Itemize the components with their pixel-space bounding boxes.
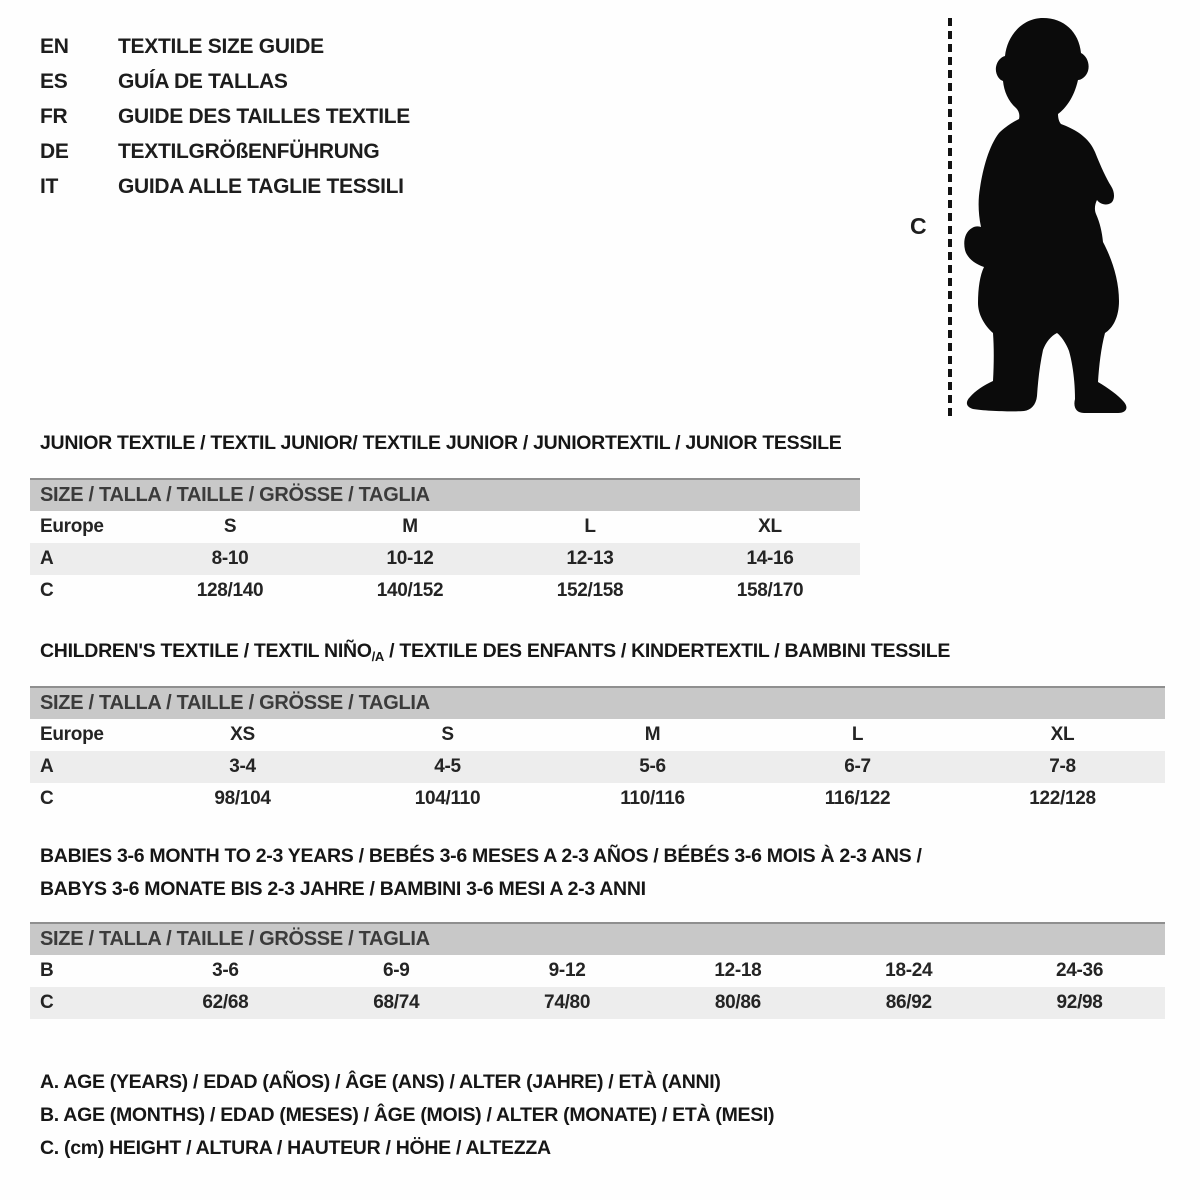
language-code-it: IT [40, 174, 59, 198]
language-title-es: GUÍA DE TALLAS [118, 69, 288, 93]
height-cell: 98/104 [214, 788, 271, 809]
height-cell: 128/140 [196, 580, 264, 601]
row-label: C [40, 580, 54, 601]
size-cell: M [402, 516, 418, 537]
height-cell: 152/158 [556, 580, 624, 601]
height-cell: 74/80 [544, 992, 591, 1013]
table-row [30, 783, 1165, 815]
language-code-en: EN [40, 34, 69, 58]
age-months-cell: 24-36 [1056, 960, 1104, 981]
age-cell: 12-13 [566, 548, 614, 569]
language-row-es [40, 64, 410, 99]
age-months-cell: 3-6 [212, 960, 239, 981]
row-label: A [40, 548, 54, 569]
height-cell: 92/98 [1056, 992, 1103, 1013]
language-title-de: TEXTILGRÖßENFÜHRUNG [118, 139, 380, 163]
legend-line-c: C. (cm) HEIGHT / ALTURA / HAUTEUR / HÖHE / ALTEZZA [40, 1137, 551, 1159]
measurement-legend [40, 1066, 774, 1165]
age-cell: 8-10 [211, 548, 249, 569]
height-cell: 122/128 [1029, 788, 1096, 809]
row-label: C [40, 992, 54, 1013]
size-cell: L [851, 724, 864, 745]
children-title-pre: CHILDREN'S TEXTILE / TEXTIL NIÑO [40, 640, 372, 662]
height-measure-label: C [910, 213, 927, 239]
junior-size-header-bar: SIZE / TALLA / TAILLE / GRÖSSE / TAGLIA [30, 478, 860, 511]
language-title-en: TEXTILE SIZE GUIDE [118, 34, 324, 58]
row-label: Europe [40, 516, 104, 537]
table-row [30, 575, 860, 607]
height-cell: 80/86 [714, 992, 761, 1013]
row-label: A [40, 756, 54, 777]
age-cell: 4-5 [434, 756, 461, 777]
age-months-cell: 12-18 [714, 960, 762, 981]
children-size-table [30, 686, 1165, 815]
language-code-es: ES [40, 69, 68, 93]
height-cell: 86/92 [885, 992, 932, 1013]
language-code-de: DE [40, 139, 69, 163]
legend-line-a: A. AGE (YEARS) / EDAD (AÑOS) / ÂGE (ANS) / ALTER (JAHRE) / ETÀ (ANNI) [40, 1071, 721, 1093]
age-cell: 7-8 [1049, 756, 1076, 777]
children-title-post: / TEXTILE DES ENFANTS / KINDERTEXTIL / BAMBINI TESSILE [384, 640, 951, 662]
size-cell: XL [758, 516, 782, 537]
row-label: C [40, 788, 54, 809]
children-section-title [40, 640, 950, 663]
size-cell: S [441, 724, 454, 745]
table-row [30, 719, 1165, 751]
language-title-fr: GUIDE DES TAILLES TEXTILE [118, 104, 410, 128]
language-code-fr: FR [40, 104, 68, 128]
table-row [30, 955, 1165, 987]
language-title-block [40, 29, 410, 204]
language-row-it [40, 169, 410, 204]
table-row [30, 511, 860, 543]
age-cell: 14-16 [746, 548, 794, 569]
age-cell: 3-4 [229, 756, 256, 777]
baby-silhouette [960, 16, 1140, 416]
legend-line-b: B. AGE (MONTHS) / EDAD (MESES) / ÂGE (MOIS) / ALTER (MONATE) / ETÀ (MESI) [40, 1104, 775, 1126]
size-cell: XL [1050, 724, 1075, 745]
height-cell: 104/110 [414, 788, 481, 809]
row-label: Europe [40, 724, 104, 745]
height-cell: 158/170 [736, 580, 804, 601]
junior-size-table [30, 478, 860, 607]
table-row [30, 543, 860, 575]
age-months-cell: 9-12 [548, 960, 586, 981]
height-cell: 62/68 [202, 992, 249, 1013]
babies-size-table [30, 922, 1165, 1019]
language-row-fr [40, 99, 410, 134]
junior-section-title: JUNIOR TEXTILE / TEXTIL JUNIOR/ TEXTILE JUNIOR / JUNIORTEXTIL / JUNIOR TESSILE [40, 432, 842, 454]
language-title-it: GUIDA ALLE TAGLIE TESSILI [118, 174, 404, 198]
table-row [30, 751, 1165, 783]
height-cell: 68/74 [373, 992, 420, 1013]
babies-size-header-bar: SIZE / TALLA / TAILLE / GRÖSSE / TAGLIA [30, 922, 1165, 955]
size-cell: S [223, 516, 237, 537]
age-months-cell: 6-9 [382, 960, 410, 981]
age-cell: 6-7 [844, 756, 871, 777]
size-cell: L [584, 516, 596, 537]
age-cell: 10-12 [386, 548, 434, 569]
table-row [30, 987, 1165, 1019]
height-measure-dashed-line [948, 18, 952, 416]
babies-section-title-line2: BABYS 3-6 MONATE BIS 2-3 JAHRE / BAMBINI 3-6 MESI A 2-3 ANNI [40, 878, 646, 900]
children-title-subscript: /A [371, 649, 385, 664]
height-cell: 140/152 [376, 580, 444, 601]
children-size-header-bar: SIZE / TALLA / TAILLE / GRÖSSE / TAGLIA [30, 686, 1165, 719]
height-cell: 110/116 [620, 788, 685, 809]
height-cell: 116/122 [824, 788, 891, 809]
language-row-en [40, 29, 410, 64]
row-label: B [40, 960, 54, 981]
age-cell: 5-6 [639, 756, 666, 777]
size-cell: XS [230, 724, 255, 745]
babies-section-title-line1: BABIES 3-6 MONTH TO 2-3 YEARS / BEBÉS 3-6 MESES A 2-3 AÑOS / BÉBÉS 3-6 MOIS À 2-3 ANS / [40, 845, 922, 867]
age-months-cell: 18-24 [885, 960, 933, 981]
language-row-de [40, 134, 410, 169]
size-cell: M [644, 724, 661, 745]
